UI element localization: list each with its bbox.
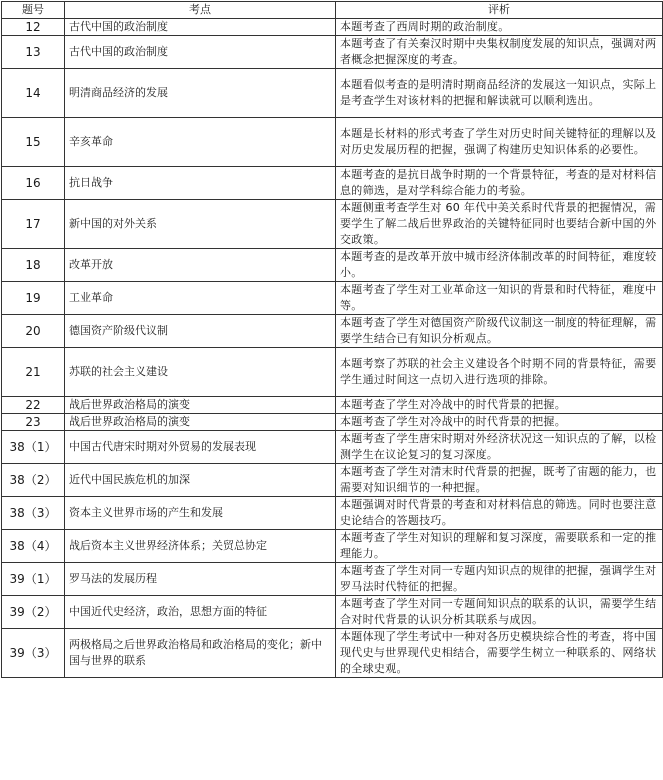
table-row — [2, 348, 663, 397]
comment-cell: 本题体现了学生考试中一种对各历史模块综合性的考查，将中国现代史与世界现代史相结合，需要学生树立一种联系的、网络状的全球史观。 — [336, 629, 663, 678]
topic-cell: 工业革命 — [65, 282, 336, 315]
question-number-cell: 39（1） — [2, 563, 65, 596]
question-number-cell: 38（2） — [2, 464, 65, 497]
comment-cell: 本题考查了有关秦汉时期中央集权制度发展的知识点，强调对两者概念把握深度的考查。 — [336, 36, 663, 69]
comment-cell: 本题考查了学生对德国资产阶级代议制这一制度的特征理解，需要学生结合已有知识分析观点。 — [336, 315, 663, 348]
topic-cell: 明清商品经济的发展 — [65, 69, 336, 118]
table-row — [2, 315, 663, 348]
header-comment: 评析 — [336, 2, 663, 19]
table-row — [2, 497, 663, 530]
table-row — [2, 167, 663, 200]
topic-cell: 抗日战争 — [65, 167, 336, 200]
topic-cell: 辛亥革命 — [65, 118, 336, 167]
table-row — [2, 282, 663, 315]
header-topic: 考点 — [65, 2, 336, 19]
question-number-cell: 38（1） — [2, 431, 65, 464]
question-number-cell: 14 — [2, 69, 65, 118]
question-number-cell: 22 — [2, 397, 65, 414]
topic-cell: 资本主义世界市场的产生和发展 — [65, 497, 336, 530]
table-row — [2, 464, 663, 497]
analysis-table — [1, 1, 663, 678]
topic-cell: 两极格局之后世界政治格局和政治格局的变化；新中国与世界的联系 — [65, 629, 336, 678]
topic-cell: 中国古代唐宋时期对外贸易的发展表现 — [65, 431, 336, 464]
comment-cell: 本题看似考查的是明清时期商品经济的发展这一知识点，实际上是考查学生对该材料的把握和解读就可以顺利选出。 — [336, 69, 663, 118]
comment-cell: 本题考察了苏联的社会主义建设各个时期不同的背景特征，需要学生通过时间这一点切入进行选项的排除。 — [336, 348, 663, 397]
comment-cell: 本题考查了学生对知识的理解和复习深度，需要联系和一定的推理能力。 — [336, 530, 663, 563]
topic-cell: 中国近代史经济，政治，思想方面的特征 — [65, 596, 336, 629]
question-number-cell: 17 — [2, 200, 65, 249]
table-row — [2, 249, 663, 282]
table-row — [2, 69, 663, 118]
question-number-cell: 13 — [2, 36, 65, 69]
question-number-cell: 12 — [2, 19, 65, 36]
table-row — [2, 414, 663, 431]
topic-cell: 罗马法的发展历程 — [65, 563, 336, 596]
question-number-cell: 23 — [2, 414, 65, 431]
topic-cell: 战后世界政治格局的演变 — [65, 414, 336, 431]
question-number-cell: 20 — [2, 315, 65, 348]
comment-cell: 本题考查了学生对工业革命这一知识的背景和时代特征，难度中等。 — [336, 282, 663, 315]
table-row — [2, 36, 663, 69]
comment-cell: 本题考查了学生对同一专题内知识点的规律的把握，强调学生对罗马法时代特征的把握。 — [336, 563, 663, 596]
question-number-cell: 21 — [2, 348, 65, 397]
table-row — [2, 19, 663, 36]
question-number-cell: 38（4） — [2, 530, 65, 563]
topic-cell: 改革开放 — [65, 249, 336, 282]
comment-cell: 本题考查了学生对冷战中的时代背景的把握。 — [336, 397, 663, 414]
topic-cell: 战后世界政治格局的演变 — [65, 397, 336, 414]
question-number-cell: 15 — [2, 118, 65, 167]
table-row — [2, 118, 663, 167]
question-number-cell: 39（3） — [2, 629, 65, 678]
topic-cell: 战后资本主义世界经济体系；关贸总协定 — [65, 530, 336, 563]
question-number-cell: 16 — [2, 167, 65, 200]
table-body — [2, 19, 663, 678]
comment-cell: 本题考查了学生对冷战中的时代背景的把握。 — [336, 414, 663, 431]
comment-cell: 本题考查了学生唐宋时期对外经济状况这一知识点的了解，以检测学生在议论复习的复习深度。 — [336, 431, 663, 464]
comment-cell: 本题考查的是改革开放中城市经济体制改革的时间特征，难度较小。 — [336, 249, 663, 282]
table-row — [2, 431, 663, 464]
topic-cell: 苏联的社会主义建设 — [65, 348, 336, 397]
topic-cell: 新中国的对外关系 — [65, 200, 336, 249]
comment-cell: 本题考查了西周时期的政治制度。 — [336, 19, 663, 36]
comment-cell: 本题是长材料的形式考查了学生对历史时间关键特征的理解以及对历史发展历程的把握，强调了构建历史知识体系的必要性。 — [336, 118, 663, 167]
table-header-row — [2, 2, 663, 19]
table-row — [2, 629, 663, 678]
topic-cell: 古代中国的政治制度 — [65, 36, 336, 69]
comment-cell: 本题考查了学生对清末时代背景的把握，既考了宙题的能力，也需要对知识细节的一种把握。 — [336, 464, 663, 497]
comment-cell: 本题强调对时代背景的考查和对材料信息的筛选。同时也要注意史论结合的答题技巧。 — [336, 497, 663, 530]
question-number-cell: 39（2） — [2, 596, 65, 629]
comment-cell: 本题侧重考查学生对 60 年代中美关系时代背景的把握情况，需要学生了解二战后世界政治的关键特征同时也要结合新中国的外交政策。 — [336, 200, 663, 249]
header-num: 题号 — [2, 2, 65, 19]
topic-cell: 古代中国的政治制度 — [65, 19, 336, 36]
table-row — [2, 397, 663, 414]
question-number-cell: 19 — [2, 282, 65, 315]
question-number-cell: 18 — [2, 249, 65, 282]
comment-cell: 本题考查了学生对同一专题间知识点的联系的认识，需要学生结合对时代背景的认识分析其联系与成因。 — [336, 596, 663, 629]
table-row — [2, 200, 663, 249]
comment-cell: 本题考查的是抗日战争时期的一个背景特征，考查的是对材料信息的筛选，是对学科综合能力的考验。 — [336, 167, 663, 200]
topic-cell: 德国资产阶级代议制 — [65, 315, 336, 348]
table-row — [2, 563, 663, 596]
topic-cell: 近代中国民族危机的加深 — [65, 464, 336, 497]
question-number-cell: 38（3） — [2, 497, 65, 530]
table-row — [2, 596, 663, 629]
table-row — [2, 530, 663, 563]
